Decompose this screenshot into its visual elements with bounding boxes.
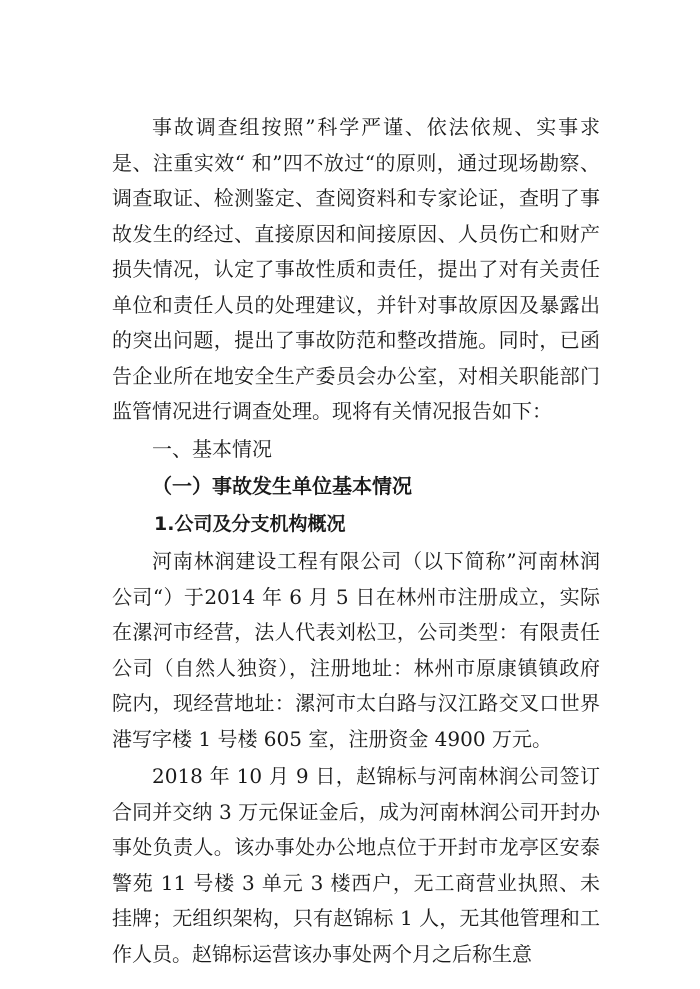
section-heading-basic-info: 一、基本情况: [152, 436, 272, 461]
office-paragraph: 2018 年 10 月 9 日，赵锦标与河南林润公司签订合同并交纳 3 万元保证金后，成为河南林润公司开封办事处负责人。该办事处办公地点位于开封市龙亭区安泰警苑 11 号楼 3 单元 3 楼西户，无工商营业执照、未挂牌；无组织架构，只有赵锦标 1 人，无其他管理和工作人员。赵锦标运营该办事处两个月之后称生意: [112, 764, 600, 966]
company-paragraph: 河南林润建设工程有限公司（以下简称”河南林润公司“）于2014 年 6 月 5 日在林州市注册成立，实际在漯河市经营，法人代表刘松卫，公司类型：有限责任公司（自然人独资），注册地址：林州市原康镇镇政府院内，现经营地址：漯河市太白路与汉江路交叉口世界港写字楼 1 号楼 605 室，注册资金 4900 万元。: [112, 549, 600, 751]
intro-paragraph: 事故调查组按照”科学严谨、依法依规、实事求是、注重实效“ 和”四不放过“的原则，通过现场勘察、调查取证、检测鉴定、查阅资料和专家论证，查明了事故发生的经过、直接原因和间接原因、人员伤亡和财产损失情况，认定了事故性质和责任，提出了对有关责任单位和责任人员的处理建议，并针对事故原因及暴露出的突出问题，提出了事故防范和整改措施。同时，已函告企业所在地安全生产委员会办公室，对相关职能部门监管情况进行调查处理。现将有关情况报告如下：: [112, 115, 600, 423]
subsubsection-heading-company-overview: 1.公司及分支机构概况: [154, 512, 346, 535]
subsection-heading-unit-info: （一）事故发生单位基本情况: [152, 474, 412, 498]
